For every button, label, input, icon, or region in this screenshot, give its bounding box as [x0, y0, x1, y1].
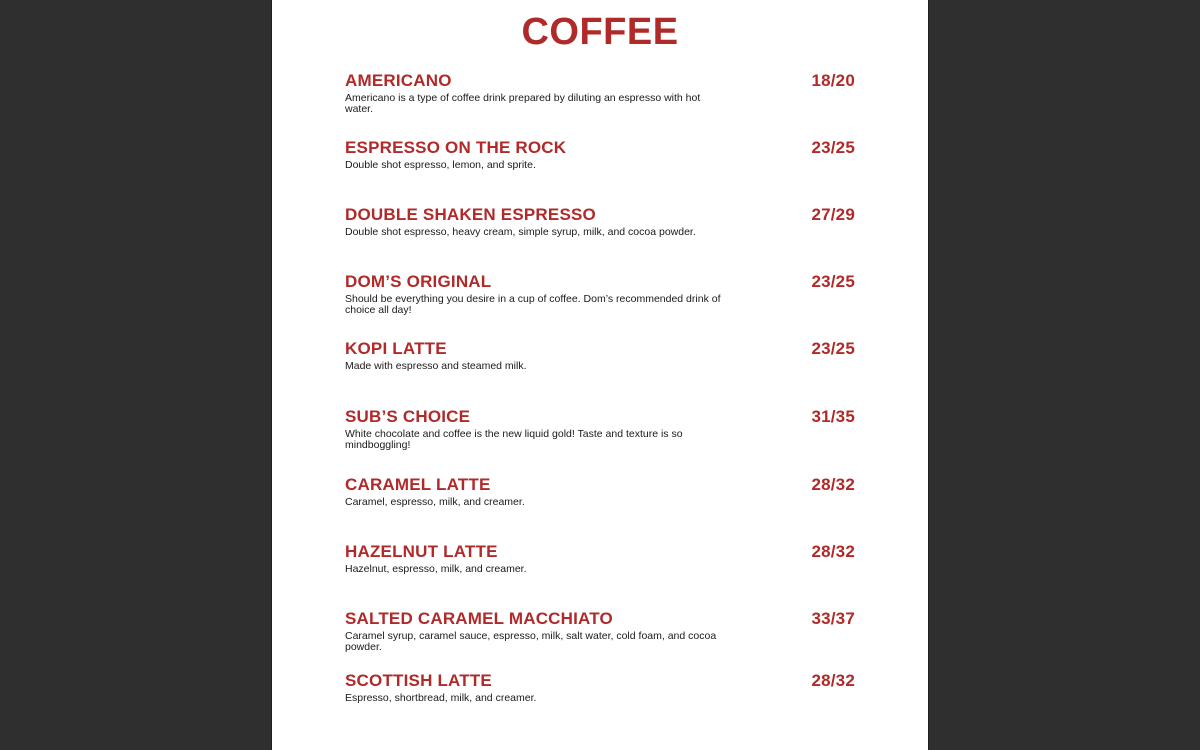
- item-name: SALTED CARAMEL MACCHIATO: [345, 609, 613, 628]
- item-price: 23/25: [811, 339, 855, 358]
- item-description: Espresso, shortbread, milk, and creamer.: [345, 692, 537, 704]
- item-name: SUB’S CHOICE: [345, 407, 471, 426]
- item-description: Should be everything you desire in a cup of coffee. Dom’s recommended drink of choice all day!: [345, 293, 721, 316]
- item-description: White chocolate and coffee is the new liquid gold! Taste and texture is so mindboggling!: [345, 428, 683, 451]
- item-name: ESPRESSO ON THE ROCK: [345, 138, 567, 157]
- item-name: KOPI LATTE: [345, 339, 447, 358]
- item-price: 31/35: [811, 407, 855, 426]
- item-price: 28/32: [811, 475, 855, 494]
- item-price: 23/25: [811, 272, 855, 291]
- item-description: Made with espresso and steamed milk.: [345, 360, 527, 372]
- item-name: DOUBLE SHAKEN ESPRESSO: [345, 205, 596, 224]
- item-description: Caramel, espresso, milk, and creamer.: [345, 496, 525, 508]
- item-name: AMERICANO: [345, 71, 452, 90]
- item-price: 27/29: [811, 205, 855, 224]
- item-name: SCOTTISH LATTE: [345, 671, 492, 690]
- item-description: Caramel syrup, caramel sauce, espresso, milk, salt water, cold foam, and cocoa powder.: [345, 630, 717, 653]
- item-description: Double shot espresso, lemon, and sprite.: [345, 159, 536, 171]
- item-name: DOM’S ORIGINAL: [345, 272, 492, 291]
- item-price: 33/37: [811, 609, 855, 628]
- item-price: 23/25: [811, 138, 855, 157]
- item-description: Double shot espresso, heavy cream, simple syrup, milk, and cocoa powder.: [345, 226, 696, 238]
- menu-page: [272, 0, 928, 750]
- item-price: 18/20: [811, 71, 855, 90]
- item-name: CARAMEL LATTE: [345, 475, 491, 494]
- item-price: 28/32: [811, 542, 855, 561]
- item-description: Americano is a type of coffee drink prepared by diluting an espresso with hot water.: [345, 92, 701, 115]
- item-name: HAZELNUT LATTE: [345, 542, 498, 561]
- item-description: Hazelnut, espresso, milk, and creamer.: [345, 563, 527, 575]
- page-title: COFFEE: [521, 11, 679, 53]
- item-price: 28/32: [811, 671, 855, 690]
